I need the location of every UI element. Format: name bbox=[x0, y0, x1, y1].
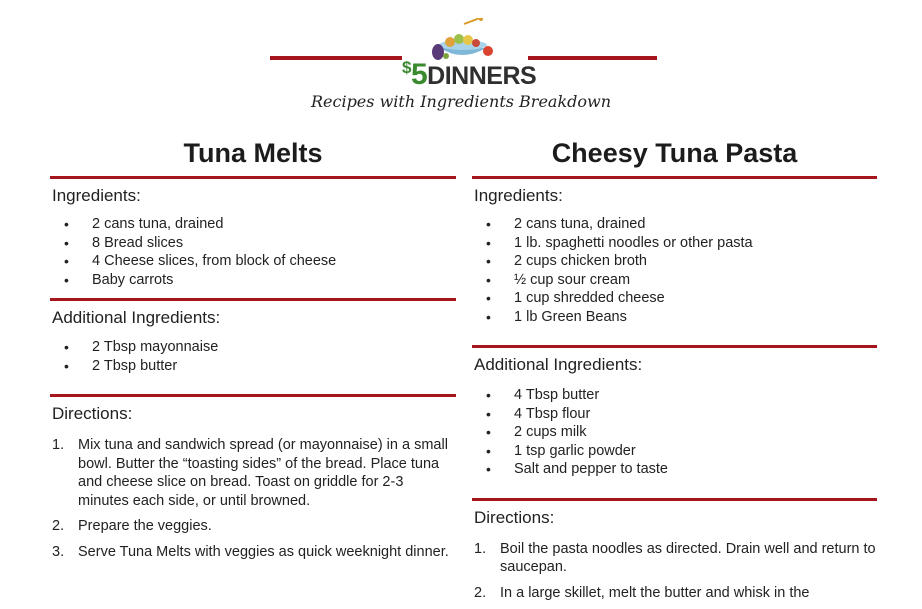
additional-ingredients-heading: Additional Ingredients: bbox=[52, 308, 221, 327]
directions-list bbox=[50, 436, 456, 561]
section-divider bbox=[472, 345, 877, 348]
additional-ingredients-heading: Additional Ingredients: bbox=[474, 355, 643, 374]
header-rule-left bbox=[270, 56, 402, 60]
list-item: • 1 lb Green Beans bbox=[472, 308, 877, 327]
directions-list bbox=[472, 540, 877, 603]
list-item: • 4 Cheese slices, from block of cheese bbox=[50, 252, 456, 271]
recipe-cheesy-tuna-pasta bbox=[472, 130, 877, 609]
step-text: Prepare the veggies. bbox=[78, 518, 212, 534]
list-item: • ½ cup sour cream bbox=[472, 271, 877, 290]
tagline: Recipes with Ingredients Breakdown bbox=[310, 92, 612, 111]
step-number: 3. bbox=[52, 543, 65, 560]
ingredients-heading: Ingredients: bbox=[52, 186, 141, 205]
list-item: • 1 lb. spaghetti noodles or other pasta bbox=[472, 234, 877, 253]
logo-word: DINNERS bbox=[427, 62, 537, 90]
page-header bbox=[0, 0, 922, 125]
step-text: Serve Tuna Melts with veggies as quick weeknight dinner. bbox=[78, 543, 449, 560]
direction-step bbox=[50, 436, 456, 510]
recipe-title: Tuna Melts bbox=[183, 138, 323, 168]
step-number: 1. bbox=[52, 437, 65, 453]
list-item: • 2 Tbsp butter bbox=[50, 357, 456, 376]
list-item: • 4 Tbsp butter bbox=[472, 386, 877, 405]
direction-step bbox=[472, 584, 877, 603]
list-item: • 2 cans tuna, drained bbox=[472, 215, 877, 234]
step-number: 2. bbox=[474, 584, 487, 601]
section-divider bbox=[472, 498, 877, 501]
section-divider bbox=[50, 298, 456, 301]
list-item: • 2 cups milk bbox=[472, 423, 877, 442]
ingredients-list bbox=[472, 215, 877, 326]
logo-dollar: $ bbox=[402, 58, 411, 77]
list-item: • Baby carrots bbox=[50, 271, 456, 290]
step-text: Boil the pasta noodles as directed. Drain well and return to saucepan. bbox=[500, 540, 876, 575]
list-item: • 1 cup shredded cheese bbox=[472, 289, 877, 308]
list-item: • 2 cans tuna, drained bbox=[50, 215, 456, 234]
step-number: 2. bbox=[52, 518, 65, 534]
list-item: • 1 tsp garlic powder bbox=[472, 442, 877, 461]
directions-heading: Directions: bbox=[474, 507, 555, 527]
section-divider bbox=[50, 176, 456, 179]
section-divider bbox=[472, 176, 877, 179]
logo-number: 5 bbox=[410, 58, 428, 91]
five-dollar-dinners-logo bbox=[402, 18, 537, 91]
list-item: • 2 cups chicken broth bbox=[472, 252, 877, 271]
direction-step bbox=[472, 540, 877, 577]
additional-ingredients-list bbox=[472, 386, 877, 479]
additional-ingredients-list bbox=[50, 338, 456, 375]
step-number: 1. bbox=[474, 540, 487, 557]
list-item: • 2 Tbsp mayonnaise bbox=[50, 338, 456, 357]
direction-step bbox=[50, 517, 456, 536]
ingredients-list bbox=[50, 215, 456, 289]
food-bowl-icon bbox=[402, 18, 522, 62]
recipe-tuna-melts bbox=[50, 130, 456, 568]
list-item: • 4 Tbsp flour bbox=[472, 405, 877, 424]
step-text: Mix tuna and sandwich spread (or mayonnaise) in a small bowl. Butter the “toasting sides” of the bread. Place tuna and cheese slice on bread. Toast on griddle for 2-3 minutes each side, or until browned. bbox=[78, 437, 448, 509]
list-item: • Salt and pepper to taste bbox=[472, 460, 877, 479]
recipe-title: Cheesy Tuna Pasta bbox=[551, 138, 798, 168]
header-rule-right bbox=[528, 56, 657, 60]
step-text: In a large skillet, melt the butter and whisk in the bbox=[500, 584, 810, 601]
section-divider bbox=[50, 394, 456, 397]
direction-step bbox=[50, 543, 456, 562]
ingredients-heading: Ingredients: bbox=[474, 186, 563, 205]
list-item: • 8 Bread slices bbox=[50, 234, 456, 253]
directions-heading: Directions: bbox=[52, 404, 133, 423]
